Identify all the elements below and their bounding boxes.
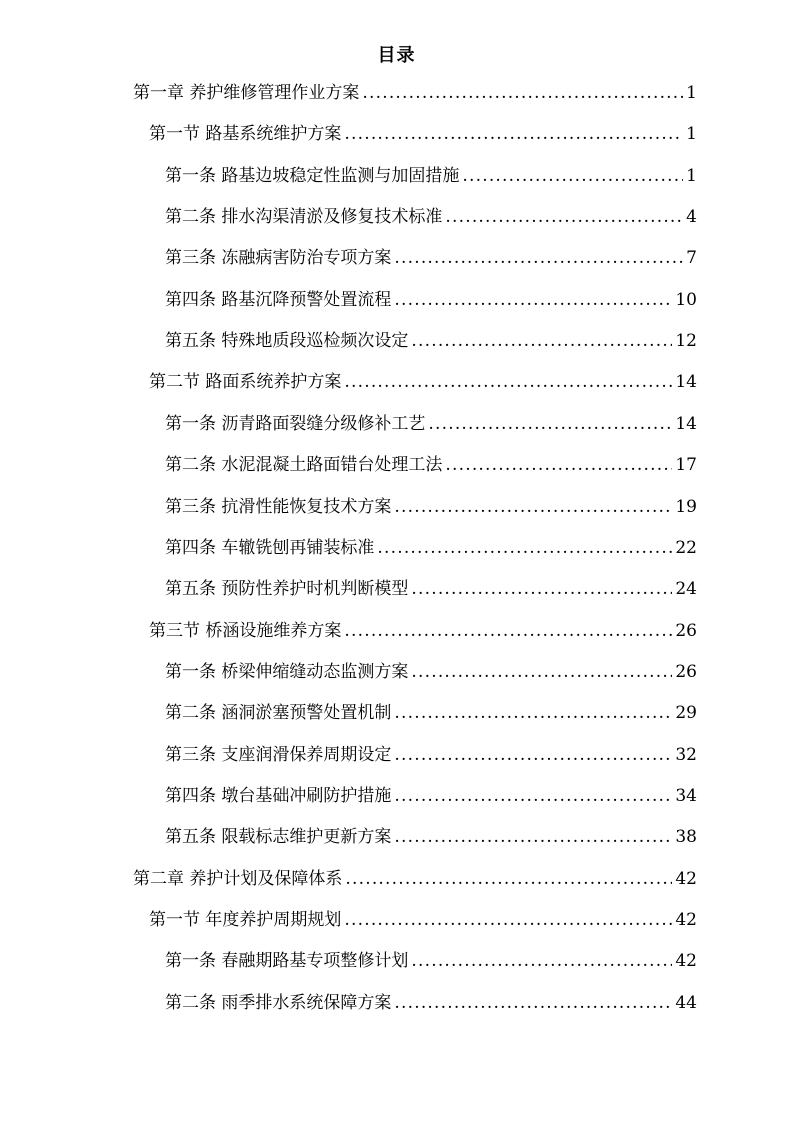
toc-entry-level-2[interactable] [149,123,697,145]
toc-entry-page-number: 14 [675,414,697,434]
page-title: 目录 [377,45,416,66]
toc-entry-page-number: 14 [675,372,697,392]
toc-entry-level-2[interactable] [149,909,697,931]
toc-entry-level-3[interactable] [165,413,697,435]
toc-entry-level-3[interactable] [165,578,697,600]
toc-entry-page-number: 32 [675,745,697,765]
dot-leader [428,413,672,435]
toc-entry-label: 第二章 养护计划及保障体系 [133,869,343,889]
toc-entry-page-number: 42 [675,910,697,930]
toc-entry-page-number: 19 [675,497,697,517]
toc-entry-level-3[interactable] [165,247,697,269]
toc-entry-page-number: 12 [675,331,697,351]
toc-entry-level-3[interactable] [165,454,697,476]
dot-leader [445,206,683,228]
dot-leader [344,620,672,642]
toc-entry-label: 第五条 特殊地质段巡检频次设定 [165,331,409,351]
dot-leader [345,868,672,890]
toc-entry-label: 第一条 沥青路面裂缝分级修补工艺 [165,414,426,434]
toc-entry-label: 第四条 路基沉降预警处置流程 [165,290,392,310]
toc-entry-label: 第二条 雨季排水系统保障方案 [165,993,392,1013]
toc-entry-level-1[interactable] [133,82,697,104]
toc-entry-level-3[interactable] [165,165,697,187]
toc-entry-page-number: 34 [675,786,697,806]
dot-leader [462,165,683,187]
toc-entry-label: 第一章 养护维修管理作业方案 [133,83,360,103]
dot-leader [344,909,672,931]
toc-entry-label: 第五条 限载标志维护更新方案 [165,827,392,847]
toc-entry-page-number: 42 [675,951,697,971]
toc-entry-label: 第三节 桥涵设施维养方案 [149,621,342,641]
dot-leader [362,82,683,104]
toc-entry-level-3[interactable] [165,289,697,311]
toc-entry-page-number: 44 [675,993,697,1013]
dot-leader [445,454,672,476]
toc-entry-label: 第二条 水泥混凝土路面错台处理工法 [165,455,443,475]
dot-leader [394,826,672,848]
toc-entry-level-2[interactable] [149,620,697,642]
dot-leader [411,950,672,972]
toc-entry-level-3[interactable] [165,785,697,807]
toc-entry-level-3[interactable] [165,744,697,766]
toc-entry-label: 第一节 路基系统维护方案 [149,124,342,144]
toc-entry-page-number: 1 [686,166,697,186]
toc-entry-level-3[interactable] [165,330,697,352]
toc-entry-label: 第四条 墩台基础冲刷防护措施 [165,786,392,806]
toc-entry-level-3[interactable] [165,992,697,1014]
dot-leader [411,661,672,683]
toc-entry-label: 第五条 预防性养护时机判断模型 [165,579,409,599]
dot-leader [377,537,672,559]
toc-entry-page-number: 29 [675,703,697,723]
toc-entry-label: 第二节 路面系统养护方案 [149,372,342,392]
toc-entry-page-number: 26 [675,621,697,641]
dot-leader [394,702,672,724]
toc-entry-level-2[interactable] [149,371,697,393]
toc-entry-page-number: 42 [675,869,697,889]
toc-entry-label: 第一条 路基边坡稳定性监测与加固措施 [165,166,460,186]
toc-entry-page-number: 1 [686,124,697,144]
toc-entry-page-number: 10 [675,290,697,310]
dot-leader [344,371,672,393]
toc-entry-level-3[interactable] [165,537,697,559]
toc-entry-page-number: 38 [675,827,697,847]
toc-entry-page-number: 7 [686,248,697,268]
toc-entry-page-number: 17 [675,455,697,475]
toc-entry-label: 第一节 年度养护周期规划 [149,910,342,930]
toc-entry-label: 第二条 排水沟渠清淤及修复技术标准 [165,207,443,227]
dot-leader [394,992,672,1014]
toc-entry-page-number: 26 [675,662,697,682]
toc-entry-page-number: 4 [686,207,697,227]
dot-leader [411,578,672,600]
toc-entry-label: 第二条 涵洞淤塞预警处置机制 [165,703,392,723]
dot-leader [394,247,683,269]
toc-entry-label: 第三条 冻融病害防治专项方案 [165,248,392,268]
dot-leader [411,330,672,352]
toc-entry-level-3[interactable] [165,206,697,228]
toc-entry-label: 第一条 春融期路基专项整修计划 [165,951,409,971]
toc-entry-level-3[interactable] [165,826,697,848]
toc-entry-label: 第一条 桥梁伸缩缝动态监测方案 [165,662,409,682]
toc-entry-level-3[interactable] [165,496,697,518]
toc-entry-page-number: 22 [675,538,697,558]
toc-entry-level-3[interactable] [165,661,697,683]
toc-entry-level-3[interactable] [165,702,697,724]
dot-leader [394,289,672,311]
toc-entry-label: 第三条 支座润滑保养周期设定 [165,745,392,765]
toc-entry-page-number: 1 [686,83,697,103]
toc-entry-page-number: 24 [675,579,697,599]
dot-leader [344,123,683,145]
toc-entry-label: 第三条 抗滑性能恢复技术方案 [165,497,392,517]
dot-leader [394,744,672,766]
toc-entry-level-1[interactable] [133,868,697,890]
dot-leader [394,785,672,807]
toc-entry-level-3[interactable] [165,950,697,972]
dot-leader [394,496,672,518]
toc-entry-label: 第四条 车辙铣刨再铺装标准 [165,538,375,558]
